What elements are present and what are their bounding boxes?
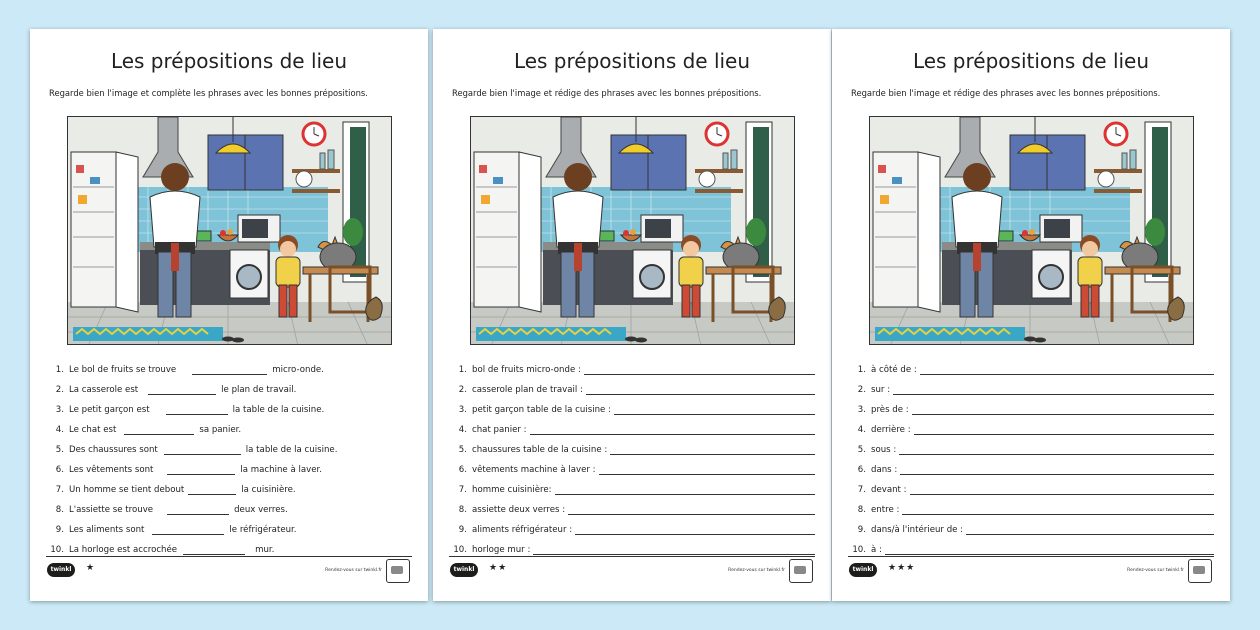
- answer-line[interactable]: [575, 524, 815, 535]
- list-item: 1. à côté de :: [850, 355, 1214, 375]
- badge-icon: [789, 559, 813, 583]
- answer-blank[interactable]: [188, 484, 236, 495]
- list-item: 4. Le chat est sa panier.: [55, 425, 242, 435]
- footer-divider: [848, 556, 1214, 557]
- answer-blank[interactable]: [152, 524, 224, 535]
- worksheet-level-1: [30, 29, 428, 601]
- answer-blank[interactable]: [167, 464, 235, 475]
- answer-blank[interactable]: [166, 404, 228, 415]
- list-item: 6. dans :: [850, 455, 1214, 475]
- answer-line[interactable]: [885, 544, 1214, 555]
- answer-blank[interactable]: [183, 544, 245, 555]
- footer-link[interactable]: Rendez-vous sur twinkl.fr: [1127, 568, 1184, 573]
- twinkl-logo: twinkl: [849, 563, 877, 577]
- answer-line[interactable]: [902, 504, 1214, 515]
- footer-divider: [449, 556, 815, 557]
- badge-icon: [386, 559, 410, 583]
- list-item: 6. vêtements machine à laver :: [451, 455, 815, 475]
- instruction: Regarde bien l'image et complète les phrases avec les bonnes prépositions.: [49, 88, 368, 98]
- answer-line[interactable]: [586, 384, 815, 395]
- list-item: 8. L'assiette se trouve deux verres.: [55, 505, 288, 515]
- answer-line[interactable]: [910, 484, 1214, 495]
- sheet-title: Les prépositions de lieu: [110, 49, 348, 73]
- list-item: 5. chaussures table de la cuisine :: [451, 435, 815, 455]
- answer-blank[interactable]: [167, 504, 229, 515]
- list-item: 7. Un homme se tient debout la cuisinière.: [55, 485, 296, 495]
- footer-link[interactable]: Rendez-vous sur twinkl.fr: [728, 568, 785, 573]
- list-item: 4. derrière :: [850, 415, 1214, 435]
- twinkl-logo: twinkl: [450, 563, 478, 577]
- twinkl-logo: twinkl: [47, 563, 75, 577]
- answer-line[interactable]: [900, 464, 1214, 475]
- list-item: 8. assiette deux verres :: [451, 495, 815, 515]
- instruction: Regarde bien l'image et rédige des phrases avec les bonnes prépositions.: [452, 88, 762, 98]
- list-item: 10. à :: [850, 535, 1214, 555]
- answer-line[interactable]: [610, 444, 815, 455]
- instruction: Regarde bien l'image et rédige des phrases avec les bonnes prépositions.: [851, 88, 1161, 98]
- worksheet-level-3: [832, 29, 1230, 601]
- answer-line[interactable]: [614, 404, 815, 415]
- list-item: 3. petit garçon table de la cuisine :: [451, 395, 815, 415]
- list-item: 7. devant :: [850, 475, 1214, 495]
- difficulty-stars: ★★: [489, 563, 508, 573]
- answer-line[interactable]: [920, 364, 1214, 375]
- list-item: 7. homme cuisinière:: [451, 475, 815, 495]
- exercise-list: [48, 355, 412, 555]
- exercise-list: [850, 355, 1214, 555]
- answer-line[interactable]: [530, 424, 815, 435]
- footer-divider: [46, 556, 412, 557]
- list-item: 2. La casserole est le plan de travail.: [55, 385, 297, 395]
- answer-line[interactable]: [555, 484, 815, 495]
- list-item: 2. casserole plan de travail :: [451, 375, 815, 395]
- answer-blank[interactable]: [164, 444, 241, 455]
- answer-line[interactable]: [912, 404, 1214, 415]
- list-item: 9. aliments réfrigérateur :: [451, 515, 815, 535]
- list-item: 2. sur :: [850, 375, 1214, 395]
- list-item: 5. Des chaussures sont la table de la cuisine.: [55, 445, 338, 455]
- sheet-title: Les prépositions de lieu: [912, 49, 1150, 73]
- footer-link[interactable]: Rendez-vous sur twinkl.fr: [325, 568, 382, 573]
- list-item: 9. dans/à l'intérieur de :: [850, 515, 1214, 535]
- answer-line[interactable]: [533, 544, 815, 555]
- list-item: 1. bol de fruits micro-onde :: [451, 355, 815, 375]
- list-item: 4. chat panier :: [451, 415, 815, 435]
- list-item: 5. sous :: [850, 435, 1214, 455]
- sheet-title: Les prépositions de lieu: [513, 49, 751, 73]
- answer-line[interactable]: [584, 364, 815, 375]
- worksheet-level-2: [433, 29, 831, 601]
- answer-line[interactable]: [914, 424, 1214, 435]
- answer-line[interactable]: [899, 444, 1214, 455]
- list-item: 6. Les vêtements sont la machine à laver.: [55, 465, 322, 475]
- difficulty-stars: ★: [86, 563, 96, 573]
- kitchen-illustration: [67, 116, 392, 345]
- exercise-list: [451, 355, 815, 555]
- difficulty-stars: ★★★: [888, 563, 916, 573]
- list-item: 10. horloge mur :: [451, 535, 815, 555]
- list-item: 1. Le bol de fruits se trouve micro-onde.: [55, 365, 324, 375]
- kitchen-illustration: [470, 116, 795, 345]
- answer-line[interactable]: [599, 464, 815, 475]
- list-item: 8. entre :: [850, 495, 1214, 515]
- answer-line[interactable]: [966, 524, 1214, 535]
- list-item: 10. La horloge est accrochée mur.: [50, 545, 275, 555]
- answer-blank[interactable]: [192, 364, 267, 375]
- answer-line[interactable]: [893, 384, 1214, 395]
- list-item: 9. Les aliments sont le réfrigérateur.: [55, 525, 297, 535]
- badge-icon: [1188, 559, 1212, 583]
- answer-blank[interactable]: [148, 384, 216, 395]
- list-item: 3. Le petit garçon est la table de la cuisine.: [55, 405, 325, 415]
- answer-blank[interactable]: [124, 424, 194, 435]
- list-item: 3. près de :: [850, 395, 1214, 415]
- answer-line[interactable]: [568, 504, 815, 515]
- kitchen-illustration: [869, 116, 1194, 345]
